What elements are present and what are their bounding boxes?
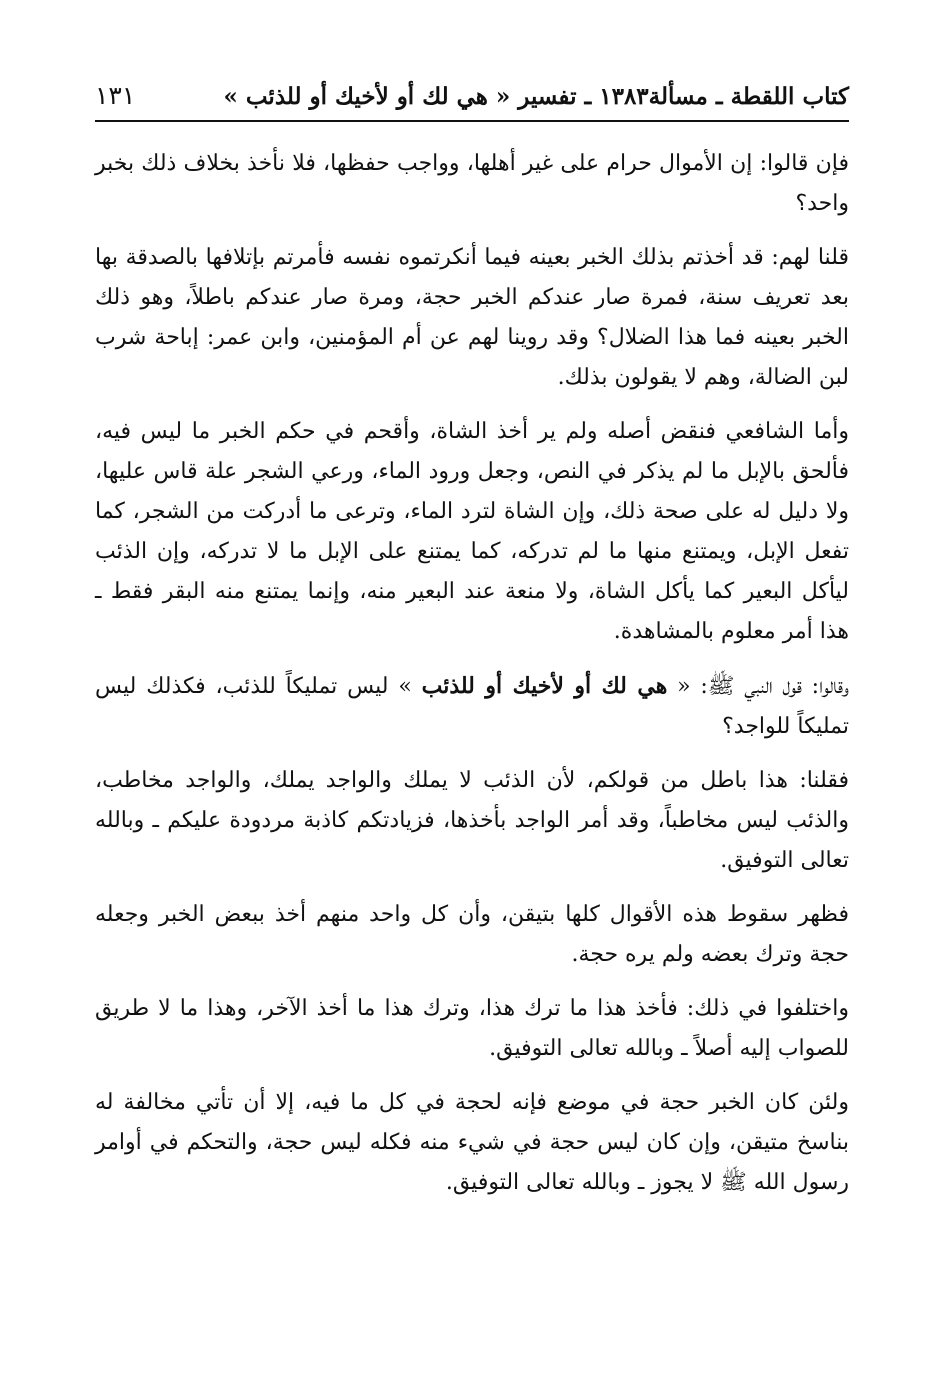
paragraph-8: ولئن كان الخبر حجة في موضع فإنه لحجة في كل ما فيه، إلا أن تأتي مخالفة له بناسخ متيقن، وإن كان ليس حجة في شيء منه فكله ليس حجة، والتحكم في أوامر رسول الله ﷺ لا يجوز ـ وبالله تعالى التوفيق. [95,1090,849,1195]
paragraph-1: فإن قالوا: إن الأموال حرام على غير أهلها، وواجب حفظها، فلا نأخذ بخلاف ذلك بخبر واحد؟ [95,151,849,216]
paragraph-4-lead: وقالوا: قول النبي ﷺ: « [667,674,849,699]
running-title: كتاب اللقطة ـ مسألة١٣٨٣ ـ تفسير « هي لك أو لأخيك أو للذئب » [223,83,849,110]
paragraph-3: وأما الشافعي فنقض أصله ولم ير أخذ الشاة، وأقحم في حكم الخبر ما ليس فيه، فألحق بالإبل ما لم يذكر في النص، وجعل ورود الماء، ورعي الشجر علة قاس عليها، ولا دليل له على صحة ذلك، وإن الشاة لترد الماء، وترعى ما أدركت من الشجر، كما تفعل الإبل، ويمتنع منها ما لم تدركه، كما يمتنع على الإبل ما لا تدركه، وإن الذئب ليأكل البعير كما يأكل الشاة، ولا منعة عند البعير منه، وإنما يمتنع منه البقر فقط ـ هذا أمر معلوم بالمشاهدة. [95,419,850,644]
running-header [95,62,849,110]
paragraph-4-tail: » ليس تمليكاً للذئب، فكذلك ليس تمليكاً للواجد؟ [95,674,849,739]
paragraph-5: فقلنا: هذا باطل من قولكم، لأن الذئب لا يملك والواجد يملك، والواجد مخاطب، والذئب ليس مخاطباً، وقد أمر الواجد بأخذها، فزيادتكم كاذبة مردودة عليكم ـ وبالله تعالى التوفيق. [95,768,849,873]
hadith-quote: هي لك أو لأخيك أو للذئب [421,673,668,699]
page-body [95,144,849,1203]
paragraph-6: فظهر سقوط هذه الأقوال كلها بتيقن، وأن كل واحد منهم أخذ ببعض الخبر وجعله حجة وترك بعضه ولم يره حجة. [95,902,849,967]
paragraph-2: قلنا لهم: قد أخذتم بذلك الخبر بعينه فيما أنكرتموه نفسه فأمرتم بإتلافها بالصدقة بها بعد تعريف سنة، فمرة صار عندكم الخبر حجة، ومرة صار عندكم باطلاً، وهو ذلك الخبر بعينه فما هذا الضلال؟ وقد روينا لهم عن أم المؤمنين، وابن عمر: إباحة شرب لبن الضالة، وهم لا يقولون بذلك. [95,245,849,390]
paragraph-4 [95,666,849,747]
paragraph-7: واختلفوا في ذلك: فأخذ هذا ما ترك هذا، وترك هذا ما أخذ الآخر، وهذا ما لا طريق للصواب إليه أصلاً ـ وبالله تعالى التوفيق. [95,996,849,1061]
header-rule [95,120,849,122]
page-number: ١٣١ [95,81,136,110]
